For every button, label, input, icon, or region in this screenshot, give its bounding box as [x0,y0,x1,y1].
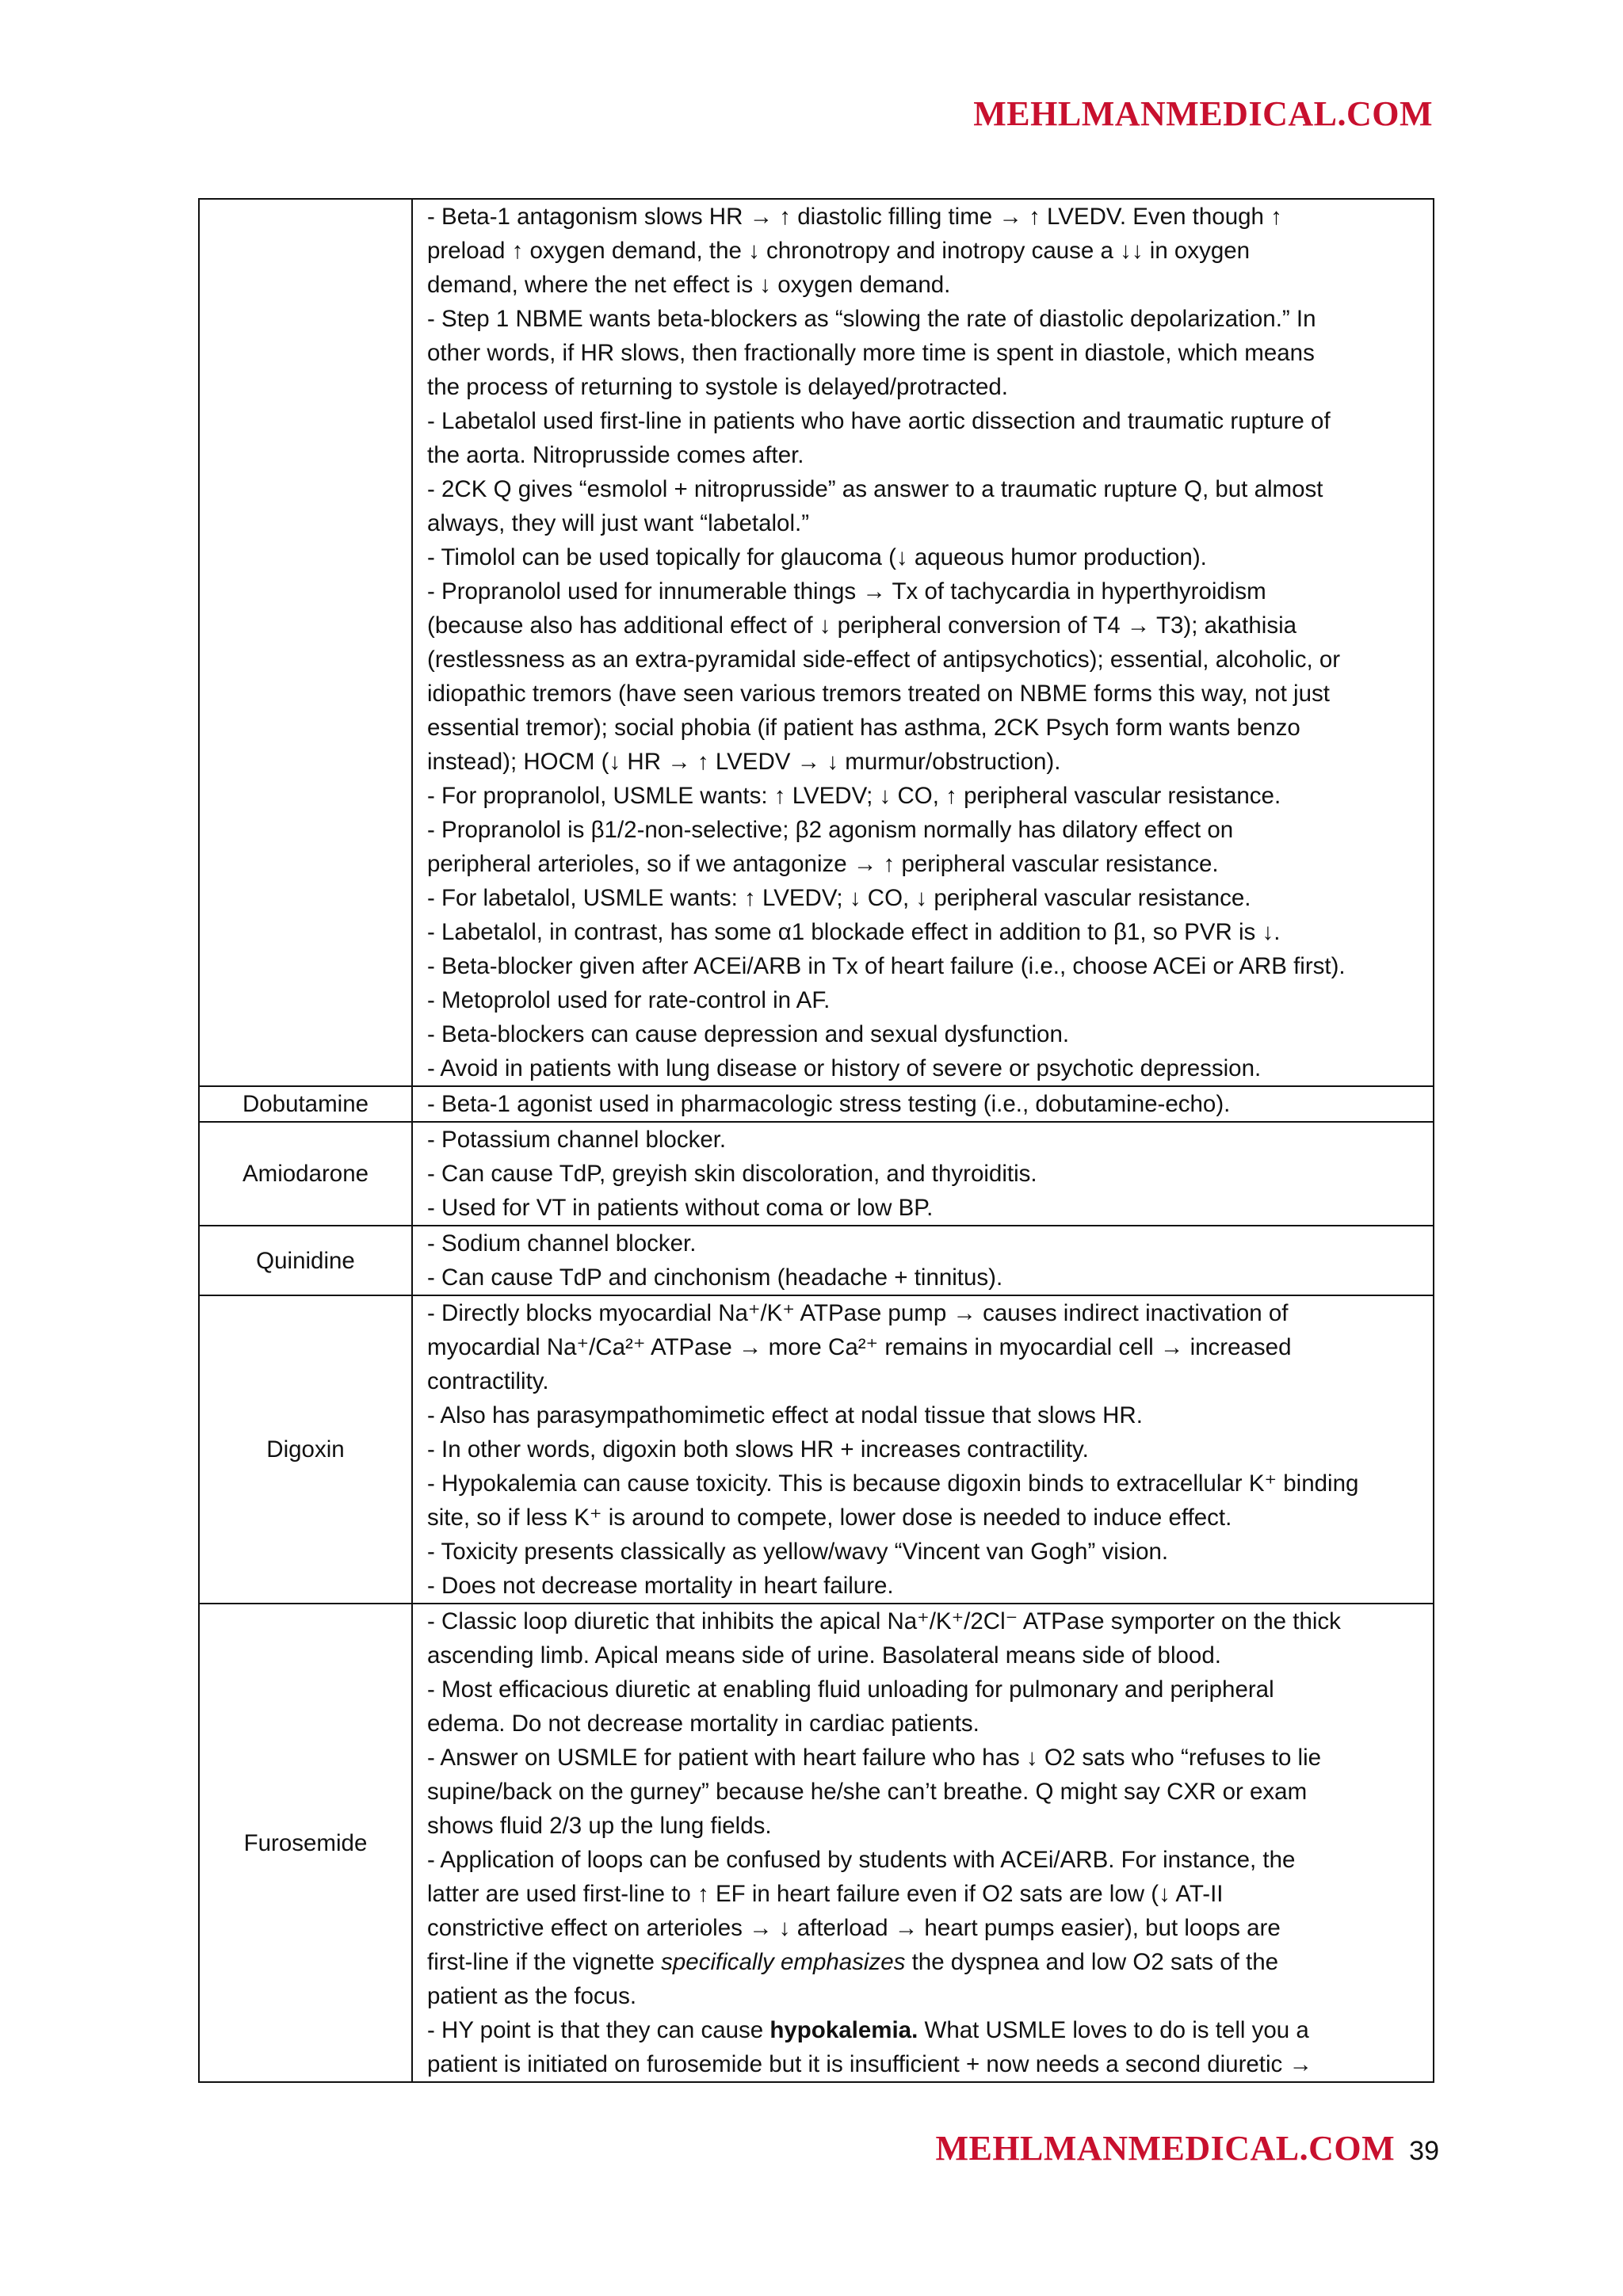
note-line: - Most efficacious diuretic at enabling fluid unloading for pulmonary and peripheral [427,1676,1274,1703]
header-brand: MEHLMANMEDICAL.COM [973,94,1433,133]
drug-name-cell: Amiodarone [199,1122,412,1226]
note-line: other words, if HR slows, then fractionally more time is spent in diastole, which means [427,340,1315,366]
note-line: - Potassium channel blocker. [427,1127,727,1153]
note-line: - In other words, digoxin both slows HR + increases contractility. [427,1436,1089,1463]
note-line: - Labetalol, in contrast, has some α1 blockade effect in addition to β1, so PVR is ↓. [427,919,1281,945]
page-number: 39 [1409,2136,1439,2166]
note-line: preload ↑ oxygen demand, the ↓ chronotropy and inotropy cause a ↓↓ in oxygen [427,238,1251,264]
page-footer [935,2128,1439,2168]
note-line: - Metoprolol used for rate-control in AF. [427,987,831,1013]
note-line: - Does not decrease mortality in heart failure. [427,1573,894,1599]
note-line: site, so if less K⁺ is around to compete, lower dose is needed to induce effect. [427,1505,1232,1531]
note-line: - Propranolol used for innumerable things → Tx of tachycardia in hyperthyroidism [427,578,1266,605]
table-body [199,199,1434,2082]
note-line: - Beta-blockers can cause depression and sexual dysfunction. [427,1021,1070,1047]
note-line: - Labetalol used first-line in patients who have aortic dissection and traumatic rupture of [427,408,1331,434]
drug-notes-cell [412,1295,1434,1604]
table-row [199,1604,1434,2082]
note-line: - Propranolol is β1/2-non-selective; β2 agonism normally has dilatory effect on [427,817,1234,843]
note-line: - For propranolol, USMLE wants: ↑ LVEDV; ↓ CO, ↑ peripheral vascular resistance. [427,783,1281,809]
note-line: - Timolol can be used topically for glaucoma (↓ aqueous humor production). [427,544,1207,570]
note-line: - Also has parasympathomimetic effect at nodal tissue that slows HR. [427,1402,1143,1428]
note-line: - Classic loop diuretic that inhibits the apical Na⁺/K⁺/2Cl⁻ ATPase symporter on the thick [427,1608,1341,1634]
table-row [199,1295,1434,1604]
note-line: - Avoid in patients with lung disease or history of severe or psychotic depression. [427,1055,1262,1081]
note-line: - Sodium channel blocker. [427,1230,697,1257]
note-line: (restlessness as an extra-pyramidal side-effect of antipsychotics); essential, alcoholic, or [427,646,1341,673]
note-line: - Answer on USMLE for patient with heart failure who has ↓ O2 sats who “refuses to lie [427,1745,1322,1771]
note-line: - Application of loops can be confused by students with ACEi/ARB. For instance, the [427,1847,1296,1873]
note-line: - Hypokalemia can cause toxicity. This is because digoxin binds to extracellular K⁺ binding [427,1470,1359,1497]
note-line: shows fluid 2/3 up the lung fields. [427,1813,772,1839]
note-line: - Used for VT in patients without coma or low BP. [427,1195,934,1221]
note-line: myocardial Na⁺/Ca²⁺ ATPase → more Ca²⁺ remains in myocardial cell → increased [427,1334,1292,1360]
note-line: latter are used first-line to ↑ EF in heart failure even if O2 sats are low (↓ AT-II [427,1881,1224,1907]
note-line: supine/back on the gurney” because he/she can’t breathe. Q might say CXR or exam [427,1779,1308,1805]
note-line: - Can cause TdP and cinchonism (headache + tinnitus). [427,1264,1003,1291]
note-line: - Can cause TdP, greyish skin discoloration, and thyroiditis. [427,1161,1037,1187]
note-line: always, they will just want “labetalol.” [427,510,810,536]
italic-emphasis: specifically emphasizes [661,1949,906,1975]
drug-name-cell: Dobutamine [199,1086,412,1122]
note-line: - HY point is that they can cause hypokalemia. What USMLE loves to do is tell you a [427,2017,1309,2043]
note-line: essential tremor); social phobia (if patient has asthma, 2CK Psych form wants benzo [427,715,1300,741]
note-line: - Toxicity presents classically as yellow/wavy “Vincent van Gogh” vision. [427,1539,1169,1565]
note-line: edema. Do not decrease mortality in cardiac patients. [427,1711,980,1737]
table-row [199,1122,1434,1226]
note-line: (because also has additional effect of ↓ peripheral conversion of T4 → T3); akathisia [427,612,1297,639]
note-line: - Beta-blocker given after ACEi/ARB in Tx of heart failure (i.e., choose ACEi or ARB first). [427,953,1346,979]
bold-emphasis: hypokalemia. [769,2017,918,2043]
note-line: - Step 1 NBME wants beta-blockers as “slowing the rate of diastolic depolarization.” In [427,306,1316,332]
note-line: the process of returning to systole is delayed/protracted. [427,374,1008,400]
drug-name-cell: Furosemide [199,1604,412,2082]
note-line: patient as the focus. [427,1983,637,2009]
drug-notes-cell [412,1122,1434,1226]
note-line: patient is initiated on furosemide but it is insufficient + now needs a second diuretic → [427,2051,1312,2077]
note-line: constrictive effect on arterioles → ↓ afterload → heart pumps easier), but loops are [427,1915,1281,1941]
note-line: first-line if the vignette specifically emphasizes the dyspnea and low O2 sats of the [427,1949,1279,1975]
drug-table [198,198,1434,2083]
note-line: demand, where the net effect is ↓ oxygen demand. [427,272,951,298]
table-row [199,1226,1434,1295]
drug-notes-cell [412,1226,1434,1295]
drug-name-cell: Digoxin [199,1295,412,1604]
note-line: instead); HOCM (↓ HR → ↑ LVEDV → ↓ murmur/obstruction). [427,749,1061,775]
table-row [199,199,1434,1086]
note-line: the aorta. Nitroprusside comes after. [427,442,804,468]
footer-brand: MEHLMANMEDICAL.COM [935,2129,1396,2168]
note-line: - Beta-1 agonist used in pharmacologic stress testing (i.e., dobutamine-echo). [427,1091,1231,1117]
note-line: idiopathic tremors (have seen various tremors treated on NBME forms this way, not just [427,681,1330,707]
note-line: - 2CK Q gives “esmolol + nitroprusside” as answer to a traumatic rupture Q, but almost [427,476,1323,502]
drug-notes-cell [412,199,1434,1086]
note-line: peripheral arterioles, so if we antagonize → ↑ peripheral vascular resistance. [427,851,1219,877]
drug-notes-cell [412,1086,1434,1122]
table-row [199,1086,1434,1122]
note-line: ascending limb. Apical means side of urine. Basolateral means side of blood. [427,1642,1221,1669]
note-line: contractility. [427,1368,549,1394]
drug-name-cell: Quinidine [199,1226,412,1295]
note-line: - For labetalol, USMLE wants: ↑ LVEDV; ↓ CO, ↓ peripheral vascular resistance. [427,885,1251,911]
drug-name-cell [199,199,412,1086]
drug-notes-cell [412,1604,1434,2082]
note-line: - Directly blocks myocardial Na⁺/K⁺ ATPase pump → causes indirect inactivation of [427,1300,1289,1326]
note-line: - Beta-1 antagonism slows HR → ↑ diastolic filling time → ↑ LVEDV. Even though ↑ [427,204,1282,230]
